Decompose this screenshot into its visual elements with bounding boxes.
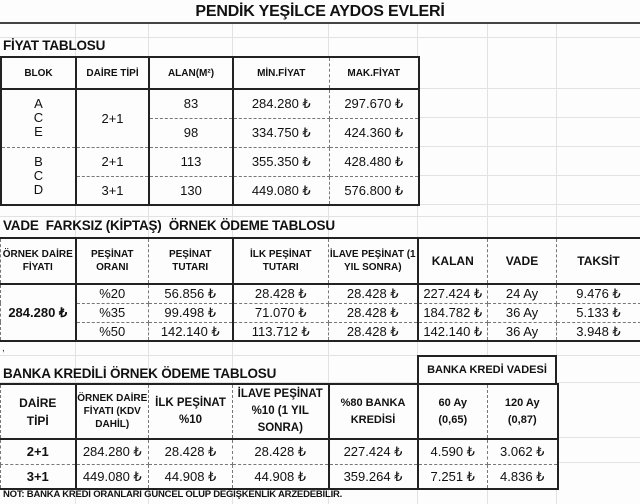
header-60-ay: 60 Ay (0,65) <box>418 384 488 439</box>
vade-cell: 36 Ay <box>488 322 557 341</box>
daire-tipi-cell: 2+1 <box>76 89 149 147</box>
price-table-heading: FİYAT TABLOSU <box>3 38 106 53</box>
table-row <box>1 147 419 176</box>
kalan-cell: 227.424 ₺ <box>418 284 488 303</box>
header-ilave-pesinat: İLAVE PEŞİNAT (1 YIL SONRA) <box>329 238 418 284</box>
ilave-pesinat-cell: 28.428 ₺ <box>329 284 418 303</box>
header-ilave-pesinat: İLAVE PEŞİNAT %10 (1 YIL SONRA) <box>233 384 329 439</box>
blok-label: B <box>34 153 43 169</box>
header-taksit: TAKSİT <box>557 238 640 284</box>
ilave-pesinat-cell: 28.428 ₺ <box>329 322 418 341</box>
bank-credit-table <box>0 383 559 490</box>
header-vade: VADE <box>488 238 557 284</box>
daire-tipi-cell: 3+1 <box>76 176 149 205</box>
min-fiyat-cell: 355.350 ₺ <box>233 147 329 176</box>
ilk-pesinat-cell: 28.428 ₺ <box>149 439 233 464</box>
taksit-120-cell: 3.062 ₺ <box>488 439 558 464</box>
ilk-pesinat-cell: 71.070 ₺ <box>233 303 329 322</box>
header-ilk-pesinat: İLK PEŞİNAT %10 <box>149 384 233 439</box>
header-ornek-fiyat: ÖRNEK DAİRE FİYATI <box>1 238 76 284</box>
taksit-cell: 5.133 ₺ <box>557 303 640 322</box>
daire-tipi-cell: 3+1 <box>1 464 76 489</box>
header-ornek-fiyat: ÖRNEK DAİRE FİYATI (KDV DAHİL) <box>76 384 149 439</box>
blok-cell <box>1 147 76 205</box>
footnote: NOT: BANKA KREDİ ORANLARI GÜNCEL OLUP DEĞİŞKENLİK ARZEDEBİLİR. <box>3 489 343 500</box>
blok-label: C <box>33 110 44 126</box>
min-fiyat-cell: 449.080 ₺ <box>233 176 329 205</box>
min-fiyat-cell: 284.280 ₺ <box>233 89 329 118</box>
header-daire-tipi: DAİRE TİPİ <box>1 384 76 439</box>
header-120-ay: 120 Ay (0,87) <box>488 384 558 439</box>
bank-credit-vade-header <box>417 355 557 384</box>
taksit-cell: 3.948 ₺ <box>557 322 640 341</box>
taksit-60-cell: 4.590 ₺ <box>418 439 488 464</box>
table-header-row <box>1 238 640 284</box>
installment-table-heading: VADE FARKSIZ (KİPTAŞ) ÖRNEK ÖDEME TABLOSU <box>3 218 335 233</box>
alan-cell: 83 <box>149 89 233 118</box>
ornek-fiyat-cell: 284.280 ₺ <box>1 284 76 341</box>
stray-mark: , <box>2 343 5 354</box>
vade-cell: 24 Ay <box>488 284 557 303</box>
blok-label: D <box>33 181 44 197</box>
oran-cell: %50 <box>76 322 149 341</box>
mak-fiyat-cell: 428.480 ₺ <box>329 147 419 176</box>
header-mak-fiyat: MAK.FİYAT <box>329 57 419 89</box>
table-header-row <box>1 57 419 89</box>
table-row <box>1 284 640 303</box>
daire-tipi-cell: 2+1 <box>76 147 149 176</box>
mak-fiyat-cell: 424.360 ₺ <box>329 118 419 147</box>
taksit-60-cell: 7.251 ₺ <box>418 464 488 489</box>
bank-credit-table-heading: BANKA KREDİLİ ÖRNEK ÖDEME TABLOSU <box>3 366 277 381</box>
mak-fiyat-cell: 297.670 ₺ <box>329 89 419 118</box>
header-min-fiyat: MİN.FİYAT <box>233 57 329 89</box>
header-banka-kredisi: %80 BANKA KREDİSİ <box>329 384 418 439</box>
vade-cell: 36 Ay <box>488 303 557 322</box>
table-row <box>1 89 419 118</box>
page-title: PENDİK YEŞİLCE AYDOS EVLERİ <box>195 3 445 20</box>
alan-cell: 98 <box>149 118 233 147</box>
header-kalan: KALAN <box>418 238 488 284</box>
header-daire-tipi: DAİRE TİPİ <box>76 57 149 89</box>
header-pesinat-tutari: PEŞİNAT TUTARI <box>149 238 233 284</box>
ilk-pesinat-cell: 44.908 ₺ <box>149 464 233 489</box>
pesinat-cell: 56.856 ₺ <box>149 284 233 303</box>
pesinat-cell: 142.140 ₺ <box>149 322 233 341</box>
oran-cell: %35 <box>76 303 149 322</box>
fiyat-cell: 449.080 ₺ <box>76 464 149 489</box>
table-row <box>1 303 640 322</box>
taksit-120-cell: 4.836 ₺ <box>488 464 558 489</box>
table-row <box>1 439 558 464</box>
daire-tipi-cell: 2+1 <box>1 439 76 464</box>
header-blok: BLOK <box>1 57 76 89</box>
table-row <box>1 464 558 489</box>
kalan-cell: 184.782 ₺ <box>418 303 488 322</box>
ilave-pesinat-cell: 28.428 ₺ <box>233 439 329 464</box>
title-divider <box>0 22 640 24</box>
installment-table <box>0 237 640 342</box>
taksit-cell: 9.476 ₺ <box>557 284 640 303</box>
blok-cell <box>1 89 76 147</box>
table-row <box>1 322 640 341</box>
kredi-cell: 227.424 ₺ <box>329 439 418 464</box>
price-table <box>0 56 420 206</box>
kalan-cell: 142.140 ₺ <box>418 322 488 341</box>
mak-fiyat-cell: 576.800 ₺ <box>329 176 419 205</box>
ilk-pesinat-cell: 113.712 ₺ <box>233 322 329 341</box>
header-alan: ALAN(M²) <box>149 57 233 89</box>
kredi-cell: 359.264 ₺ <box>329 464 418 489</box>
ilave-pesinat-cell: 28.428 ₺ <box>329 303 418 322</box>
blok-label: C <box>33 167 44 183</box>
header-pesinat-orani: PEŞİNAT ORANI <box>76 238 149 284</box>
alan-cell: 130 <box>149 176 233 205</box>
blok-label: E <box>34 124 43 140</box>
fiyat-cell: 284.280 ₺ <box>76 439 149 464</box>
ilk-pesinat-cell: 28.428 ₺ <box>233 284 329 303</box>
min-fiyat-cell: 334.750 ₺ <box>233 118 329 147</box>
ilave-pesinat-cell: 44.908 ₺ <box>233 464 329 489</box>
header-banka-kredi-vadesi: BANKA KREDİ VADESİ <box>418 356 556 384</box>
table-header-row <box>1 384 558 439</box>
oran-cell: %20 <box>76 284 149 303</box>
alan-cell: 113 <box>149 147 233 176</box>
header-ilk-pesinat: İLK PEŞİNAT TUTARI <box>233 238 329 284</box>
blok-label: A <box>34 96 43 112</box>
pesinat-cell: 99.498 ₺ <box>149 303 233 322</box>
gridline <box>0 216 640 217</box>
